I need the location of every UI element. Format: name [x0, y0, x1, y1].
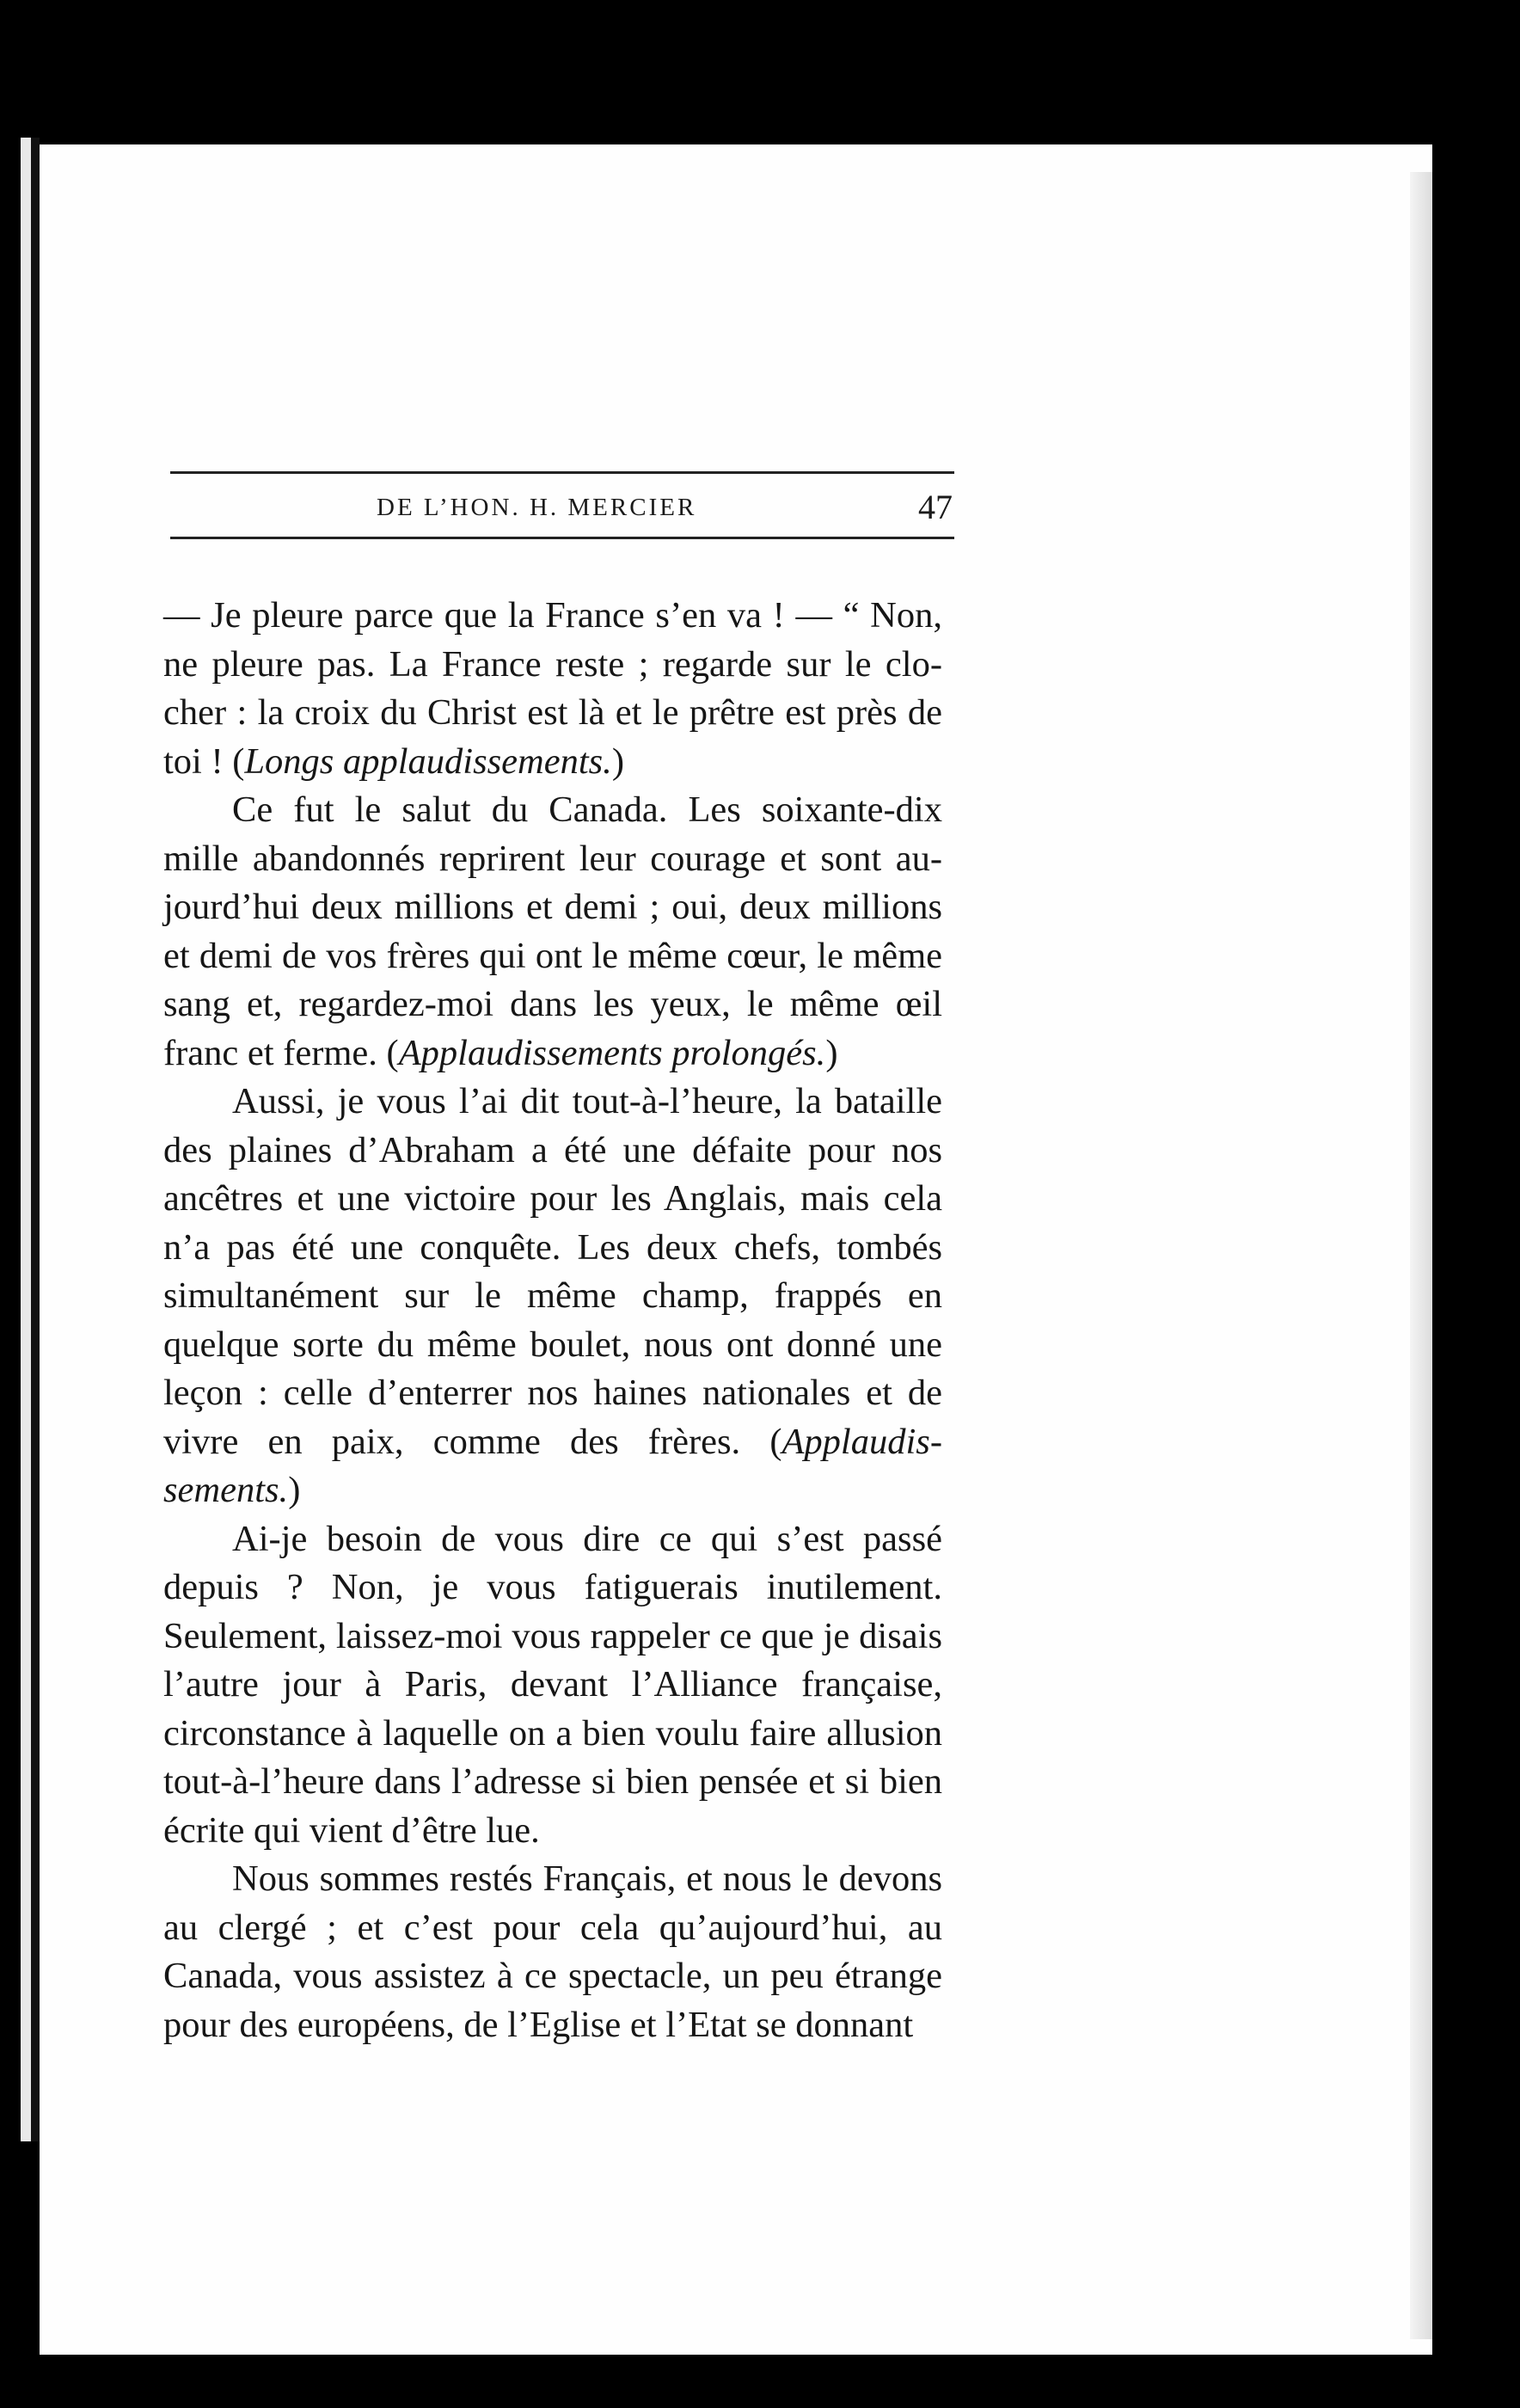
paragraph-3-text: Aussi, je vous l’ai dit tout-à-l’heure, la bataille des plaines d’Abraham a été une défaite pour nos ancêtres et une victoire pour les Anglais, mais cela n’a pas été une conquête. Les deux chefs, tombés simultanément sur le même champ, frappés en quelque sorte du même boulet, nous ont donné une leçon : celle d’enterrer nos haines nationales et de vivre en paix, comme des frères. (	[163, 1081, 942, 1462]
paragraph-3-close: )	[288, 1470, 301, 1510]
paragraph-3	[163, 1078, 942, 1515]
paragraph-1-close: )	[611, 740, 624, 782]
page-edge-shadow	[1410, 172, 1432, 2339]
paragraph-2	[163, 786, 942, 1078]
paragraph-2-stage-direction: Applaudissements prolongés.	[398, 1032, 826, 1073]
gutter-shadow	[31, 138, 40, 2141]
paragraph-5-text: Nous sommes restés Français, et nous le devons au clergé ; et c’est pour cela qu’aujourd’hui, au Canada, vous assistez à ce spectacle, un peu étrange pour des européens, de l’Eglise et l’Etat se donnant	[163, 1858, 942, 2045]
header-rule-top	[170, 471, 954, 474]
body-text	[163, 592, 942, 2049]
header-rule-bottom	[170, 537, 954, 539]
paragraph-1	[163, 592, 942, 786]
paragraph-1-stage-direction: Longs applaudissements.	[244, 740, 612, 782]
paragraph-2-close: )	[825, 1032, 838, 1073]
paragraph-3-stage-direction: Applaudissements.	[163, 1421, 942, 1510]
running-header	[170, 487, 954, 530]
page-number: 47	[918, 488, 953, 526]
paragraph-4	[163, 1515, 942, 1856]
paragraph-2-text: Ce fut le salut du Canada. Les soixante-dix mille abandonnés reprirent leur courage et sont aujourd’hui deux millions et demi ; oui, deux millions et demi de vos frères qui ont le même cœur, le même sang et, regardez-moi dans les yeux, le même œil franc et ferme. (	[163, 789, 942, 1073]
paragraph-5	[163, 1855, 942, 2049]
facing-page-edge	[21, 138, 31, 2141]
paragraph-4-text: Ai-je besoin de vous dire ce qui s’est passé depuis ? Non, je vous fatiguerais inutilement. Seulement, laissez-moi vous rappeler ce que je disais l’autre jour à Paris, devant l’Alliance française, circonstance à laquelle on a bien voulu faire allusion tout-à-l’heure dans l’adresse si bien pensée et si bien écrite qui vient d’être lue.	[163, 1518, 942, 1851]
running-title: DE L’HON. H. MERCIER	[377, 494, 697, 521]
paragraph-1-text: — Je pleure parce que la France s’en va ! — “ Non, ne pleure pas. La France reste ; regarde sur le clocher : la croix du Christ est là et le prêtre est près de toi ! (	[163, 595, 942, 782]
